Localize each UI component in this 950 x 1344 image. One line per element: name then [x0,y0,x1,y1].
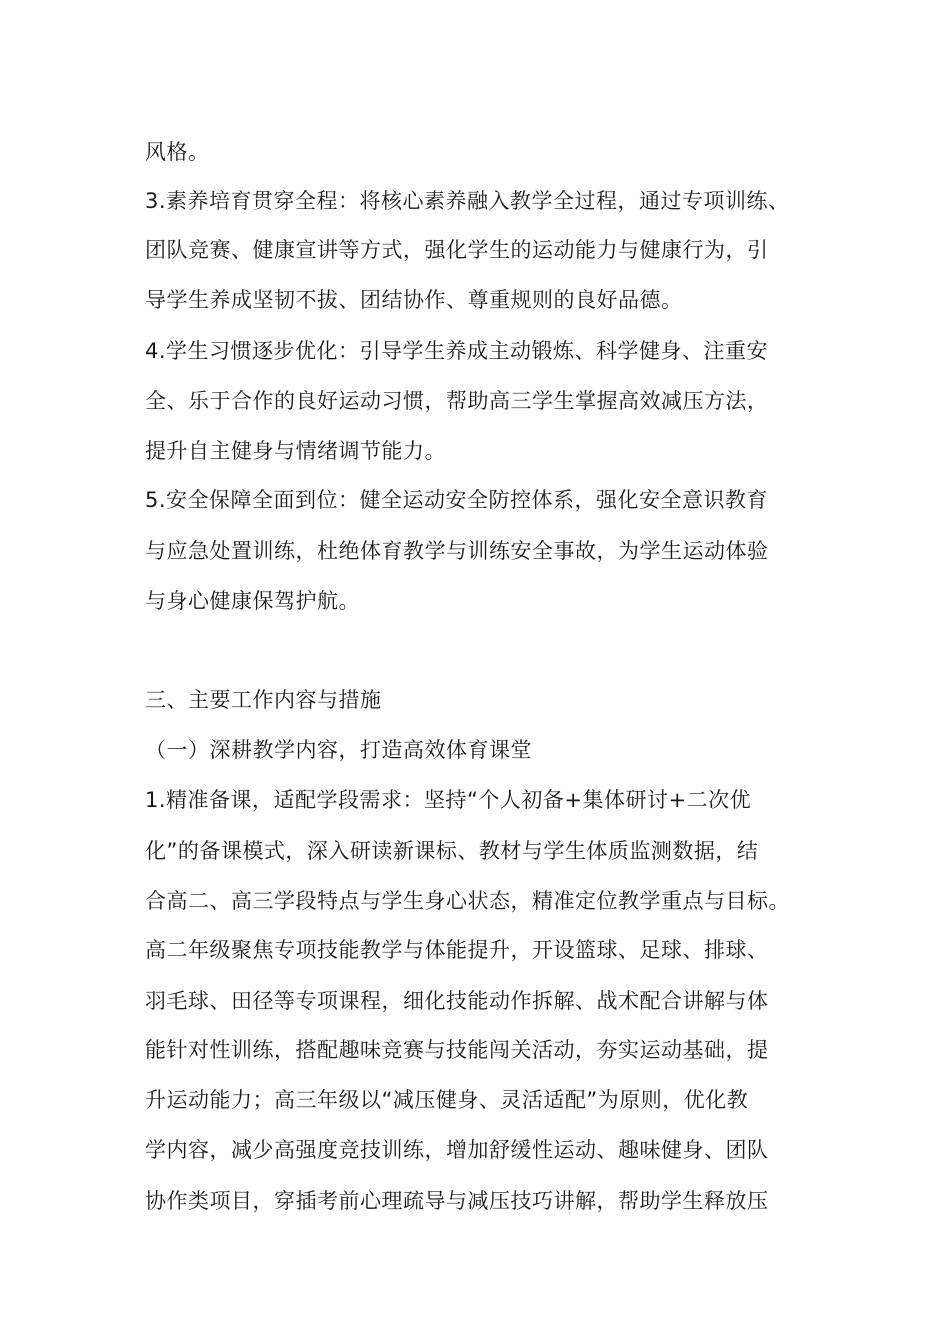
text-line: 5.安全保障全面到位：健全运动安全防控体系，强化安全意识教育 [145,488,769,512]
text-line: 升运动能力；高三年级以“减压健身、灵活适配”为原则，优化教 [145,1088,749,1112]
text-line: 4.学生习惯逐步优化：引导学生养成主动锻炼、科学健身、注重安 [145,339,769,363]
text-line: 风格。 [145,140,210,164]
text-line: 化”的备课模式，深入研读新课标、教材与学生体质监测数据，结 [145,839,759,863]
text-line: 协作类项目，穿插考前心理疏导与减压技巧讲解，帮助学生释放压 [145,1189,769,1213]
text-line: 高二年级聚焦专项技能教学与体能提升，开设篮球、足球、排球、 [145,938,769,962]
subsection-heading: （一）深耕教学内容，打造高效体育课堂 [145,738,532,762]
text-line: 学内容，减少高强度竞技训练，增加舒缓性运动、趣味健身、团队 [145,1138,769,1162]
text-line: 提升自主健身与情绪调节能力。 [145,439,446,463]
text-line: 全、乐于合作的良好运动习惯，帮助高三学生掌握高效减压方法， [145,389,769,413]
text-line: 与身心健康保驾护航。 [145,589,360,613]
text-line: 1.精准备课，适配学段需求：坚持“个人初备+集体研讨+二次优 [145,788,752,812]
section-heading: 三、主要工作内容与措施 [145,688,382,712]
text-line: 导学生养成坚韧不拔、团结协作、尊重规则的良好品德。 [145,288,683,312]
text-line: 与应急处置训练，杜绝体育教学与训练安全事故，为学生运动体验 [145,539,769,563]
text-line: 合高二、高三学段特点与学生身心状态，精准定位教学重点与目标。 [145,889,790,913]
text-line: 能针对性训练，搭配趣味竞赛与技能闯关活动，夯实运动基础，提 [145,1038,769,1062]
text-line: 团队竞赛、健康宣讲等方式，强化学生的运动能力与健康行为，引 [145,238,769,262]
text-line: 羽毛球、田径等专项课程，细化技能动作拆解、战术配合讲解与体 [145,989,769,1013]
text-line: 3.素养培育贯穿全程：将核心素养融入教学全过程，通过专项训练、 [145,189,790,213]
